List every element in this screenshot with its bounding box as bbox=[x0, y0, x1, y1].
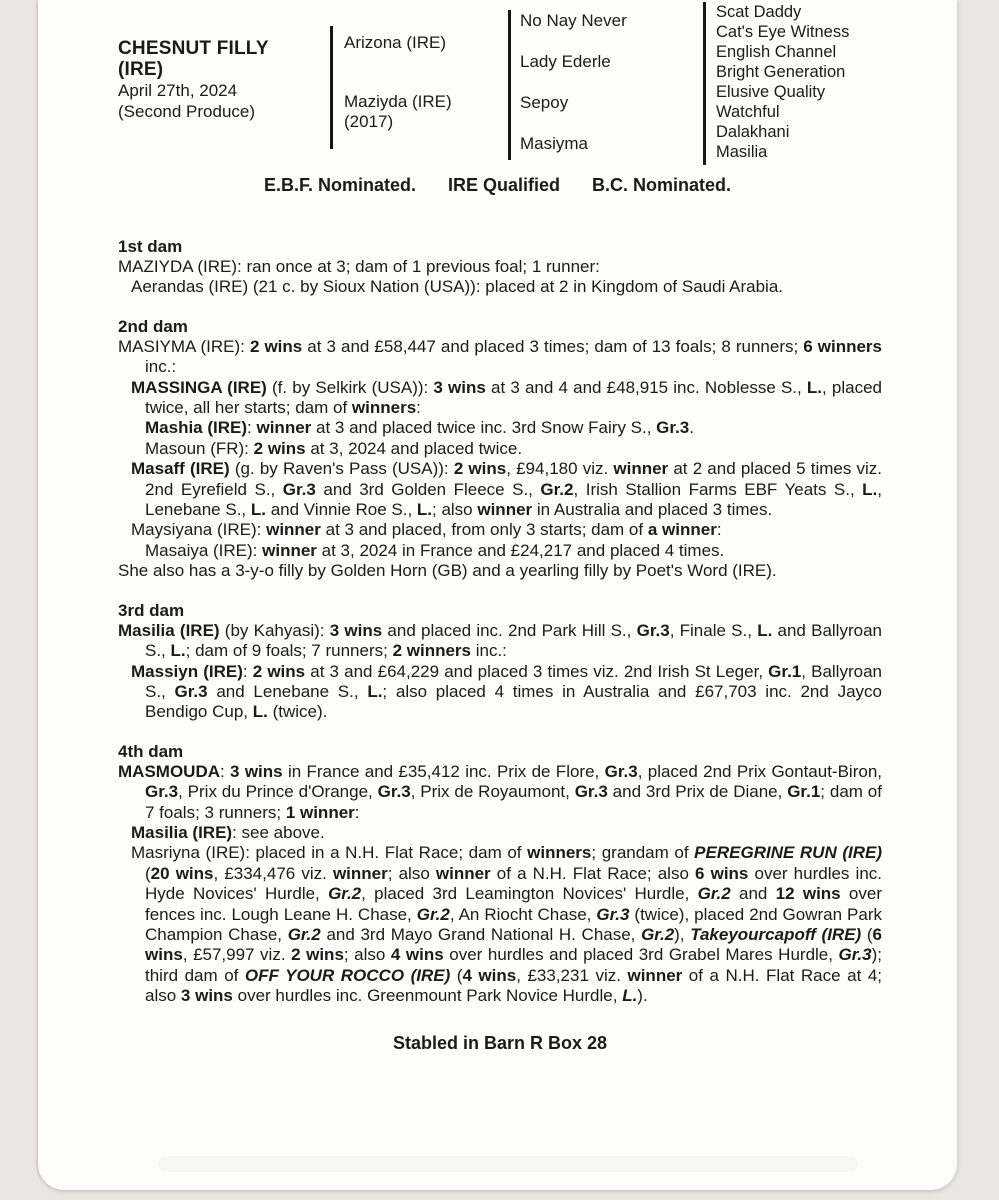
dam-year: (2017) bbox=[344, 112, 394, 131]
great-grandparent-name: Dalakhani bbox=[716, 123, 790, 141]
section-1st-dam bbox=[118, 236, 882, 298]
pedigree-table bbox=[38, 0, 957, 172]
pedigree-text-paragraph: MAZIYDA (IRE): ran once at 3; dam of 1 previous foal; 1 runner: bbox=[118, 257, 600, 276]
stable-location: Stabled in Barn R Box 28 bbox=[392, 1032, 608, 1053]
nomination-item: IRE Qualified bbox=[447, 175, 561, 195]
pedigree-text-paragraph: Masilia (IRE): see above. bbox=[131, 822, 325, 842]
great-grandparent-name: Bright Generation bbox=[716, 63, 846, 81]
pedigree-text-paragraph: Mashia (IRE): winner at 3 and placed twice inc. 3rd Snow Fairy S., Gr.3. bbox=[145, 418, 694, 438]
great-grandparent-name: Watchful bbox=[716, 103, 780, 121]
nomination-item: E.B.F. Nominated. bbox=[263, 175, 416, 195]
pedigree-text-paragraph: Maysiyana (IRE): winner at 3 and placed, from only 3 starts; dam of a winner: bbox=[131, 520, 722, 540]
horse-identity-block bbox=[118, 38, 269, 122]
grandparent-name: No Nay Never bbox=[520, 11, 627, 30]
great-grandparent-name: Scat Daddy bbox=[716, 3, 802, 21]
section-heading: 3rd dam bbox=[118, 600, 185, 620]
pedigree-text-paragraph: Masilia (IRE) (by Kahyasi): 3 wins and placed inc. 2nd Park Hill S., Gr.3, Finale S., L. and Ballyroan S., L.; dam of 9 foals; 7 runners; 2 winners inc.: bbox=[118, 620, 882, 661]
pedigree-text-paragraph: She also has a 3-y-o filly by Golden Horn (GB) and a yearling filly by Poet's Word (IRE). bbox=[118, 561, 777, 581]
pedigree-divider-1 bbox=[330, 26, 333, 149]
grandparent-name: Lady Ederle bbox=[520, 52, 611, 71]
scan-shadow-band bbox=[158, 1156, 858, 1172]
produce-note: (Second Produce) bbox=[118, 102, 256, 121]
dam-name: Maziyda (IRE) bbox=[344, 92, 452, 111]
horse-name-line2: (IRE) bbox=[118, 59, 164, 80]
great-grandparent-name: Elusive Quality bbox=[716, 83, 826, 101]
great-grandparent-name: English Channel bbox=[716, 43, 837, 61]
pedigree-divider-3 bbox=[703, 2, 706, 165]
section-2nd-dam bbox=[118, 316, 882, 582]
pedigree-text-paragraph: Aerandas (IRE) (21 c. by Sioux Nation (USA)): placed at 2 in Kingdom of Saudi Arabia. bbox=[131, 277, 783, 297]
section-4th-dam bbox=[118, 741, 882, 1007]
horse-name-line1: CHESNUT FILLY bbox=[118, 38, 269, 59]
great-grandparent-name: Masilia bbox=[716, 143, 768, 161]
pedigree-text-body bbox=[118, 236, 882, 1054]
pedigree-text-paragraph: MASSINGA (IRE) (f. by Selkirk (USA)): 3 wins at 3 and 4 and £48,915 inc. Noblesse S., L., placed twice, all her starts; dam of winners: bbox=[131, 377, 883, 418]
grandparent-name: Masiyma bbox=[520, 134, 589, 153]
section-3rd-dam bbox=[118, 600, 882, 723]
great-grandparent-name: Cat's Eye Witness bbox=[716, 23, 850, 41]
pedigree-text-paragraph: Masoun (FR): 2 wins at 3, 2024 and placed twice. bbox=[145, 438, 523, 458]
nomination-item: B.C. Nominated. bbox=[592, 175, 732, 195]
dam-block bbox=[344, 92, 452, 132]
pedigree-divider-2 bbox=[508, 10, 511, 160]
section-heading: 4th dam bbox=[118, 741, 184, 761]
pedigree-text-paragraph: MASMOUDA: 3 wins in France and £35,412 inc. Prix de Flore, Gr.3, placed 2nd Prix Gontaut-Biron, Gr.3, Prix du Prince d'Orange, Gr.3, Prix de Royaumont, Gr.3 and 3rd Prix de Diane, Gr.1; dam of 7 foals; 3 runners; 1 winner: bbox=[118, 761, 882, 822]
pedigree-text-paragraph: MASIYMA (IRE): 2 wins at 3 and £58,447 and placed 3 times; dam of 13 foals; 8 runners; 6 winners inc.: bbox=[118, 336, 883, 377]
pedigree-text-paragraph: Massiyn (IRE): 2 wins at 3 and £64,229 and placed 3 times viz. 2nd Irish St Leger, Gr.1, Ballyroan S., Gr.3 and Lenebane S., L.; also placed 4 times in Australia and £67,703 inc. 2nd Jayco Bendigo Cup, L. (twice). bbox=[131, 661, 882, 722]
foaling-date: April 27th, 2024 bbox=[118, 81, 238, 100]
pedigree-text-paragraph: Masaiya (IRE): winner at 3, 2024 in France and £24,217 and placed 4 times. bbox=[145, 540, 725, 560]
pedigree-text-paragraph: Masriyna (IRE): placed in a N.H. Flat Race; dam of winners; grandam of PEREGRINE RUN (IRE) (20 wins, £334,476 viz. winner; also winner of a N.H. Flat Race; also 6 wins over hurdles inc. Hyde Novices' Hurdle, Gr.2, placed 3rd Leamington Novices' Hurdle, Gr.2 and 12 wins over fences inc. Lough Leane H. Chase, Gr.2, An Riocht Chase, Gr.3 (twice), placed 2nd Gowran Park Champion Chase, Gr.2 and 3rd Mayo Grand National H. Chase, Gr.2), Takeyourcapoff (IRE) (6 wins, £57,997 viz. 2 wins; also 4 wins over hurdles and placed 3rd Grabel Mares Hurdle, Gr.3); third dam of OFF YOUR ROCCO (IRE) (4 wins, £33,231 viz. winner of a N.H. Flat Race at 4; also 3 wins over hurdles inc. Greenmount Park Novice Hurdle, L.). bbox=[131, 843, 883, 1006]
sire-name: Arizona (IRE) bbox=[344, 33, 447, 52]
section-heading: 2nd dam bbox=[118, 316, 188, 336]
nominations-line bbox=[38, 175, 957, 196]
section-heading: 1st dam bbox=[118, 237, 183, 256]
grandparent-name: Sepoy bbox=[520, 93, 569, 112]
catalog-page bbox=[38, 0, 957, 1190]
pedigree-text-paragraph: Masaff (IRE) (g. by Raven's Pass (USA)): 2 wins, £94,180 viz. winner at 2 and placed 5 times viz. 2nd Eyrefield S., Gr.3 and 3rd Golden Fleece S., Gr.2, Irish Stallion Farms EBF Yeats S., L., Lenebane S., L. and Vinnie Roe S., L.; also winner in Australia and placed 3 times. bbox=[131, 459, 882, 520]
